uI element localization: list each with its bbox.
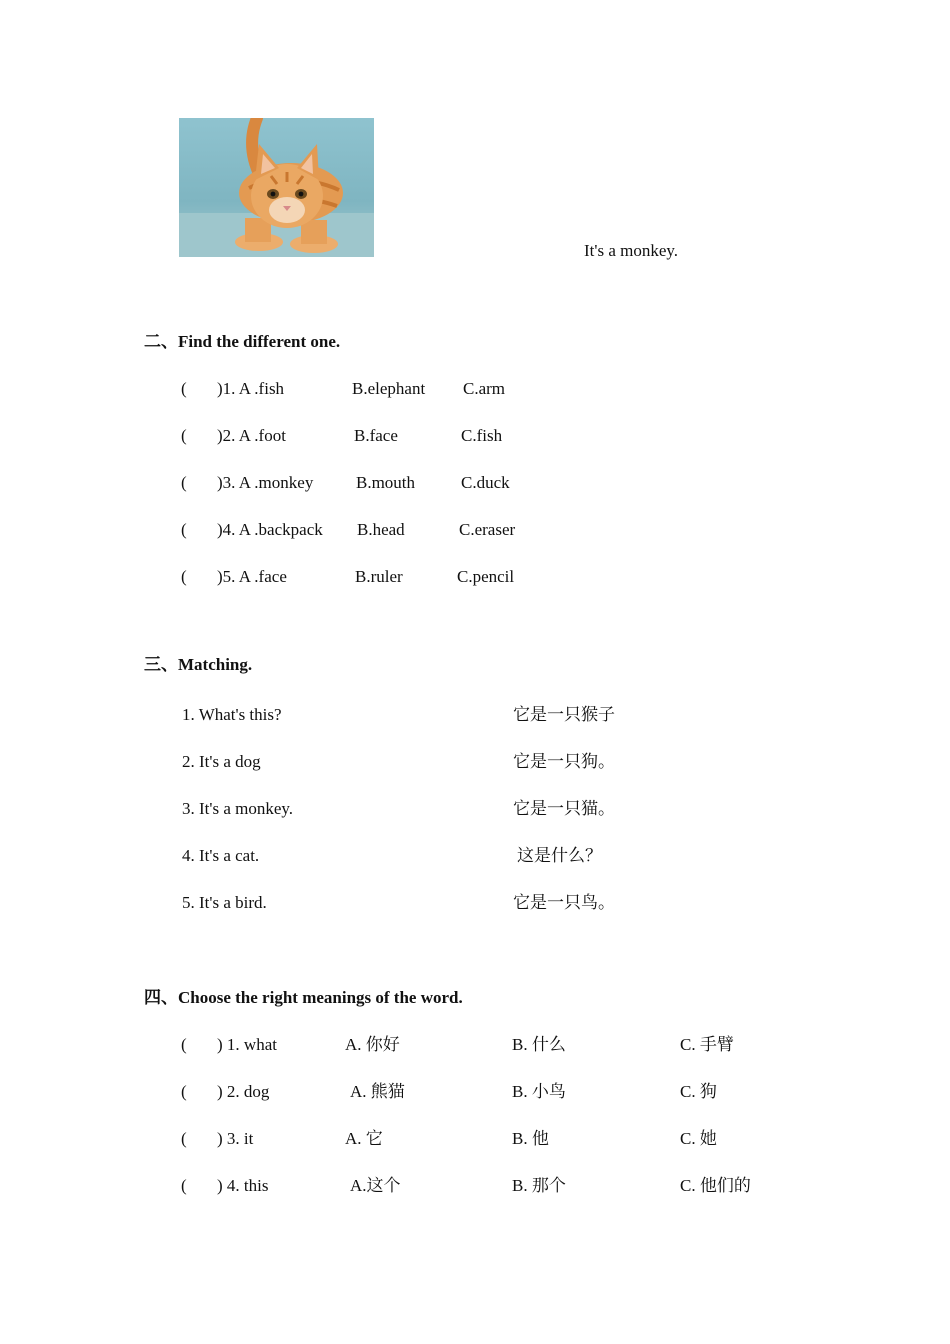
- answer-paren: (: [181, 1129, 187, 1148]
- section4-title: 四、Choose the right meanings of the word.: [144, 988, 463, 1007]
- option-c: C. 手臂: [680, 1035, 734, 1054]
- answer-paren: (: [181, 379, 187, 398]
- english-phrase: 5. It's a bird.: [182, 893, 267, 912]
- cat-photo: [179, 118, 374, 257]
- option-b: B.mouth: [356, 473, 416, 492]
- cat-icon: [179, 118, 374, 257]
- answer-paren: (: [181, 520, 187, 539]
- option-c: C.duck: [461, 473, 510, 492]
- word: ) 3. it: [217, 1129, 254, 1148]
- answer-paren: (: [181, 473, 187, 492]
- option-a: )1. A .fish: [217, 379, 285, 398]
- option-c: C. 狗: [680, 1082, 717, 1101]
- chinese-phrase: 它是一只猫。: [513, 799, 615, 818]
- option-c: C.arm: [463, 379, 506, 398]
- option-b: B.elephant: [352, 379, 426, 398]
- english-phrase: 3. It's a monkey.: [182, 799, 294, 818]
- word: ) 1. what: [217, 1035, 277, 1054]
- option-b: B.ruler: [355, 567, 403, 586]
- chinese-phrase: 它是一只狗。: [513, 752, 615, 771]
- section3-title: 三、Matching.: [144, 655, 253, 674]
- option-a: )5. A .face: [217, 567, 287, 586]
- english-phrase: 1. What's this?: [182, 705, 282, 724]
- chinese-phrase: 它是一只鸟。: [513, 893, 615, 912]
- answer-paren: (: [181, 1035, 187, 1054]
- option-b: B.face: [354, 426, 398, 445]
- option-a: A. 它: [345, 1129, 383, 1148]
- option-a: A. 熊猫: [350, 1082, 405, 1101]
- option-c: C. 她: [680, 1129, 717, 1148]
- option-c: C.fish: [461, 426, 503, 445]
- answer-paren: (: [181, 1176, 187, 1195]
- option-a: )2. A .foot: [217, 426, 286, 445]
- answer-paren: (: [181, 567, 187, 586]
- option-b: B. 小鸟: [512, 1082, 566, 1101]
- option-b: B.head: [357, 520, 405, 539]
- option-b: B. 那个: [512, 1176, 566, 1195]
- option-c: C.pencil: [457, 567, 515, 586]
- option-b: B. 他: [512, 1129, 549, 1148]
- chinese-phrase: 这是什么？: [517, 846, 602, 865]
- english-phrase: 4. It's a cat.: [182, 846, 260, 865]
- option-a: A.这个: [350, 1176, 401, 1195]
- option-c: C. 他们的: [680, 1176, 751, 1195]
- answer-paren: (: [181, 1082, 187, 1101]
- option-a: A. 你好: [345, 1035, 400, 1054]
- option-a: )4. A .backpack: [217, 520, 323, 539]
- option-a: )3. A .monkey: [217, 473, 314, 492]
- answer-paren: (: [181, 426, 187, 445]
- english-phrase: 2. It's a dog: [182, 752, 261, 771]
- section2-title: 二、Find the different one.: [144, 332, 341, 351]
- option-c: C.eraser: [459, 520, 516, 539]
- option-b: B. 什么: [512, 1035, 566, 1054]
- chinese-phrase: 它是一只猴子: [513, 705, 615, 724]
- word: ) 4. this: [217, 1176, 269, 1195]
- photo-caption: It's a monkey.: [584, 241, 679, 260]
- word: ) 2. dog: [217, 1082, 270, 1101]
